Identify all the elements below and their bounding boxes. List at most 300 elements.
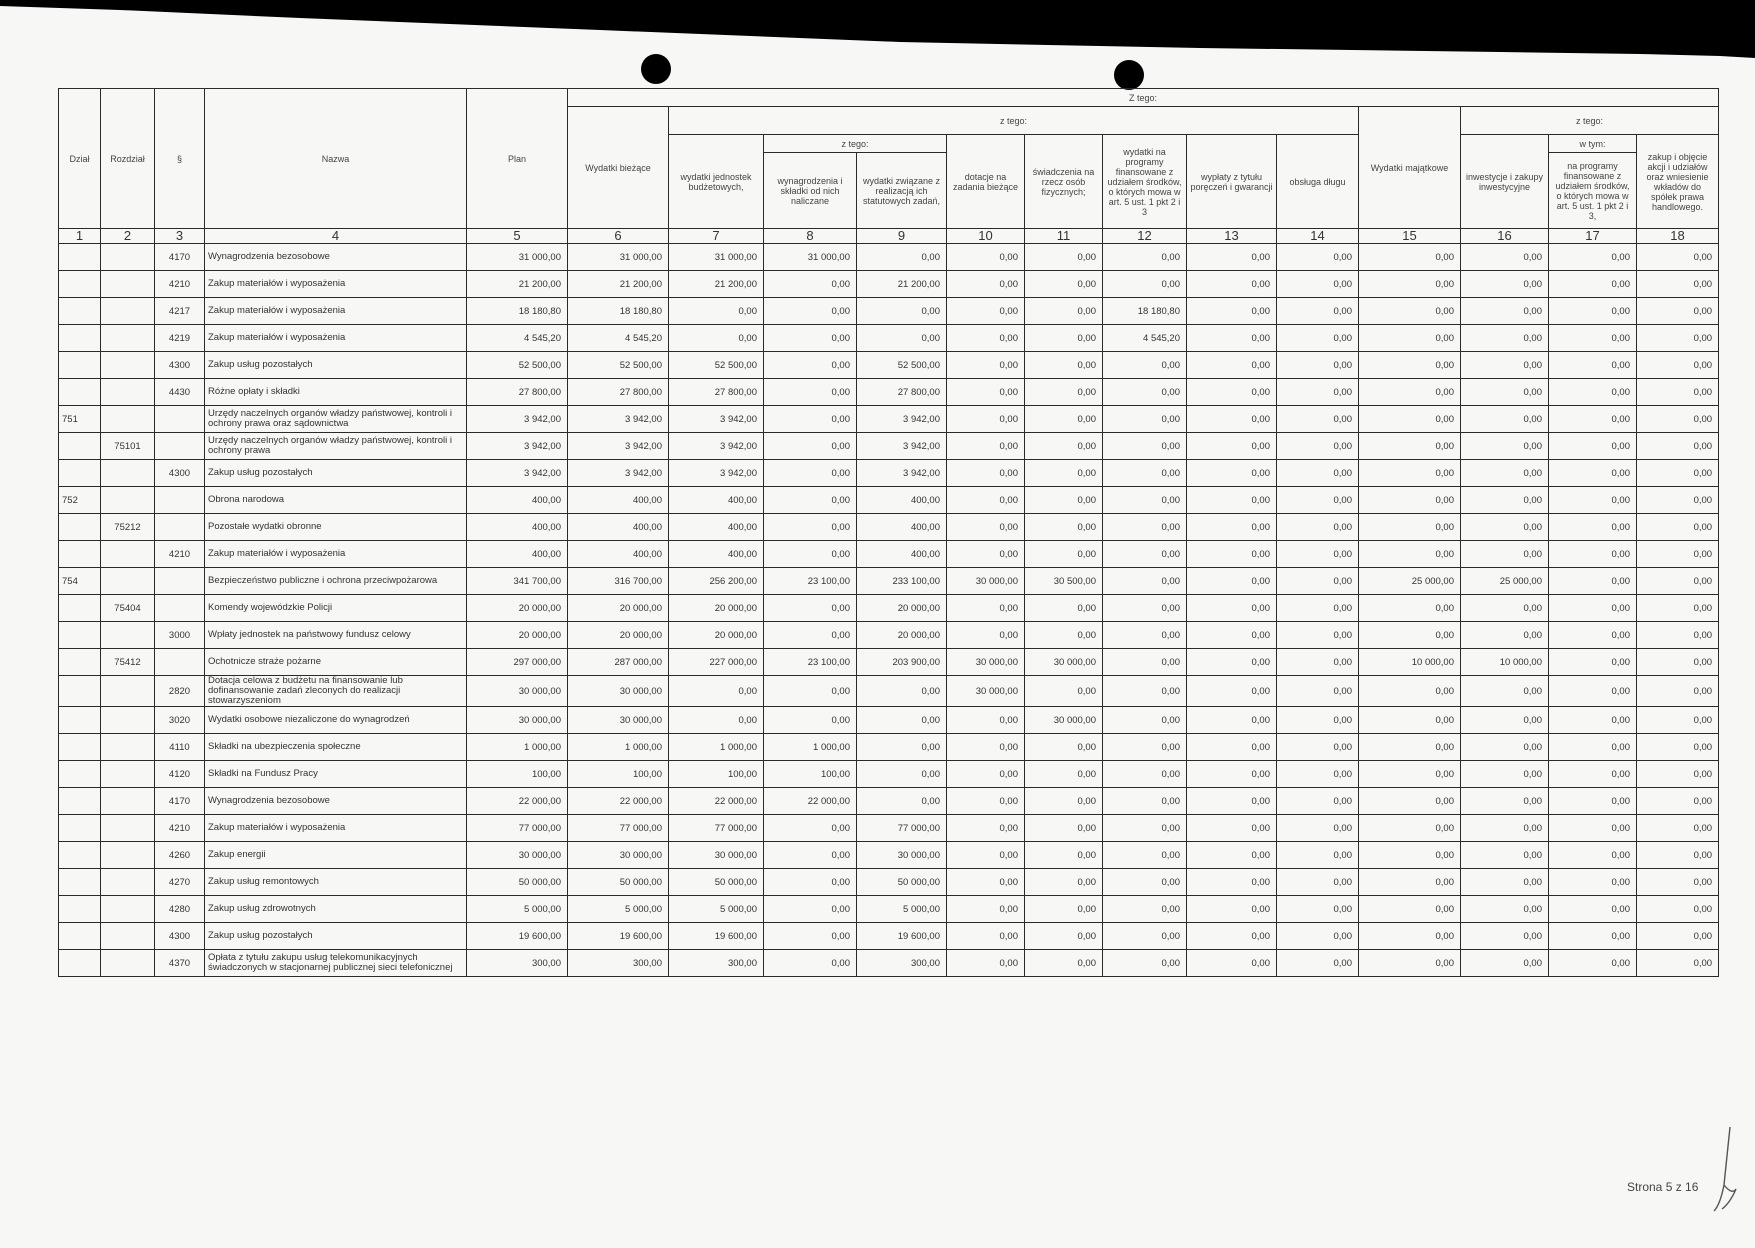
cell-amount: 0,00	[1637, 788, 1719, 815]
cell-amount: 0,00	[1461, 487, 1549, 514]
cell-amount: 0,00	[1461, 325, 1549, 352]
cell-amount: 0,00	[947, 842, 1025, 869]
cell-paragraf: 4170	[155, 244, 205, 271]
cell-amount: 0,00	[1461, 271, 1549, 298]
cell-amount: 0,00	[1359, 950, 1461, 977]
cell-amount: 19 600,00	[467, 923, 568, 950]
header-z-tego-jednostek: z tego:	[764, 135, 947, 153]
cell-amount: 0,00	[1549, 842, 1637, 869]
cell-amount: 0,00	[1359, 271, 1461, 298]
cell-amount: 0,00	[1025, 406, 1103, 433]
cell-amount: 0,00	[764, 298, 857, 325]
cell-amount: 0,00	[1637, 676, 1719, 707]
cell-amount: 0,00	[1637, 298, 1719, 325]
cell-amount: 0,00	[1549, 325, 1637, 352]
cell-amount: 0,00	[1461, 244, 1549, 271]
cell-amount: 22 000,00	[669, 788, 764, 815]
table-row	[59, 433, 1719, 460]
cell-paragraf: 4370	[155, 950, 205, 977]
cell-paragraf	[155, 568, 205, 595]
cell-amount: 0,00	[1359, 923, 1461, 950]
cell-amount: 19 600,00	[669, 923, 764, 950]
cell-amount: 0,00	[1637, 244, 1719, 271]
cell-amount: 300,00	[669, 950, 764, 977]
cell-amount: 0,00	[1549, 271, 1637, 298]
cell-amount: 1 000,00	[467, 734, 568, 761]
cell-amount: 0,00	[1359, 406, 1461, 433]
cell-amount: 0,00	[947, 622, 1025, 649]
cell-nazwa: Zakup usług pozostałych	[205, 352, 467, 379]
table-row	[59, 271, 1719, 298]
punch-hole-left	[641, 54, 671, 84]
cell-amount: 0,00	[947, 433, 1025, 460]
cell-amount: 30 000,00	[1025, 707, 1103, 734]
cell-nazwa: Dotacja celowa z budżetu na finansowanie lub dofinansowanie zadań zleconych do realizacji stowarzyszeniom	[205, 676, 467, 707]
cell-amount: 400,00	[857, 487, 947, 514]
cell-amount: 0,00	[1359, 707, 1461, 734]
cell-amount: 0,00	[1187, 896, 1277, 923]
cell-nazwa: Zakup usług pozostałych	[205, 460, 467, 487]
cell-dzial	[59, 541, 101, 568]
cell-amount: 0,00	[1549, 707, 1637, 734]
cell-amount: 5 000,00	[857, 896, 947, 923]
cell-amount: 0,00	[669, 676, 764, 707]
cell-amount: 0,00	[1359, 788, 1461, 815]
cell-amount: 0,00	[947, 379, 1025, 406]
cell-amount: 4 545,20	[1103, 325, 1187, 352]
cell-amount: 0,00	[1359, 622, 1461, 649]
cell-amount: 77 000,00	[669, 815, 764, 842]
cell-amount: 0,00	[1549, 676, 1637, 707]
cell-amount: 0,00	[1637, 815, 1719, 842]
cell-amount: 0,00	[1277, 568, 1359, 595]
cell-amount: 0,00	[1637, 923, 1719, 950]
header-plan: Plan	[467, 89, 568, 229]
header-zakup-akcji: zakup i objęcie akcji i udziałów oraz wniesienie wkładów do spółek prawa handlowego.	[1637, 135, 1719, 229]
cell-nazwa: Składki na Fundusz Pracy	[205, 761, 467, 788]
cell-amount: 0,00	[1187, 595, 1277, 622]
column-number: 14	[1277, 229, 1359, 244]
cell-rozdzial	[101, 460, 155, 487]
header-wydatki-zwiazane: wydatki związane z realizacją ich statutowych zadań,	[857, 153, 947, 229]
cell-paragraf: 4210	[155, 541, 205, 568]
cell-rozdzial	[101, 923, 155, 950]
cell-amount: 20 000,00	[467, 595, 568, 622]
cell-amount: 30 000,00	[467, 707, 568, 734]
cell-amount: 0,00	[1637, 896, 1719, 923]
cell-amount: 0,00	[947, 896, 1025, 923]
cell-dzial	[59, 352, 101, 379]
cell-amount: 0,00	[1359, 514, 1461, 541]
cell-amount: 3 942,00	[669, 406, 764, 433]
cell-amount: 30 000,00	[568, 842, 669, 869]
cell-amount: 0,00	[947, 595, 1025, 622]
cell-amount: 0,00	[947, 541, 1025, 568]
cell-amount: 0,00	[764, 676, 857, 707]
cell-amount: 52 500,00	[467, 352, 568, 379]
budget-rows	[59, 244, 1719, 977]
cell-amount: 23 100,00	[764, 649, 857, 676]
cell-amount: 20 000,00	[568, 622, 669, 649]
cell-amount: 3 942,00	[857, 460, 947, 487]
header-wydatki-biezace: Wydatki bieżące	[568, 107, 669, 229]
cell-amount: 0,00	[1549, 815, 1637, 842]
cell-amount: 0,00	[1103, 676, 1187, 707]
cell-nazwa: Składki na ubezpieczenia społeczne	[205, 734, 467, 761]
cell-amount: 0,00	[947, 923, 1025, 950]
cell-dzial	[59, 433, 101, 460]
cell-amount: 0,00	[1277, 788, 1359, 815]
cell-amount: 0,00	[1359, 379, 1461, 406]
cell-rozdzial	[101, 406, 155, 433]
cell-amount: 0,00	[1637, 379, 1719, 406]
cell-amount: 0,00	[1103, 788, 1187, 815]
header-paragraf: §	[155, 89, 205, 229]
cell-amount: 0,00	[1103, 842, 1187, 869]
cell-amount: 0,00	[1359, 595, 1461, 622]
cell-amount: 0,00	[1549, 896, 1637, 923]
header-dotacje: dotacje na zadania bieżące	[947, 135, 1025, 229]
cell-amount: 0,00	[1549, 869, 1637, 896]
cell-amount: 0,00	[1187, 734, 1277, 761]
cell-amount: 0,00	[1187, 815, 1277, 842]
cell-paragraf: 4430	[155, 379, 205, 406]
cell-amount: 19 600,00	[568, 923, 669, 950]
cell-rozdzial	[101, 788, 155, 815]
column-number: 10	[947, 229, 1025, 244]
cell-amount: 0,00	[1277, 869, 1359, 896]
cell-amount: 0,00	[764, 271, 857, 298]
cell-amount: 0,00	[1025, 460, 1103, 487]
cell-amount: 0,00	[1025, 622, 1103, 649]
cell-amount: 10 000,00	[1359, 649, 1461, 676]
cell-amount: 0,00	[1277, 923, 1359, 950]
cell-amount: 0,00	[1025, 842, 1103, 869]
header-inwestycje: inwestycje i zakupy inwestycyjne	[1461, 135, 1549, 229]
cell-amount: 0,00	[1461, 406, 1549, 433]
table-row	[59, 923, 1719, 950]
cell-amount: 233 100,00	[857, 568, 947, 595]
table-row	[59, 896, 1719, 923]
budget-table	[58, 88, 1719, 977]
cell-amount: 400,00	[568, 487, 669, 514]
punch-hole-right	[1114, 60, 1144, 90]
cell-amount: 0,00	[1187, 460, 1277, 487]
header-z-tego-top: Z tego:	[568, 89, 1719, 107]
table-row	[59, 869, 1719, 896]
cell-amount: 0,00	[857, 244, 947, 271]
cell-amount: 18 180,80	[568, 298, 669, 325]
cell-amount: 0,00	[1637, 568, 1719, 595]
column-number: 8	[764, 229, 857, 244]
cell-amount: 0,00	[1549, 649, 1637, 676]
column-number: 11	[1025, 229, 1103, 244]
cell-amount: 0,00	[1187, 788, 1277, 815]
cell-amount: 400,00	[467, 541, 568, 568]
cell-paragraf: 3020	[155, 707, 205, 734]
cell-amount: 0,00	[857, 734, 947, 761]
table-row	[59, 707, 1719, 734]
cell-amount: 4 545,20	[568, 325, 669, 352]
cell-amount: 25 000,00	[1461, 568, 1549, 595]
cell-amount: 100,00	[764, 761, 857, 788]
cell-dzial: 754	[59, 568, 101, 595]
cell-amount: 3 942,00	[669, 460, 764, 487]
cell-amount: 0,00	[1103, 595, 1187, 622]
cell-amount: 77 000,00	[857, 815, 947, 842]
cell-amount: 0,00	[1549, 244, 1637, 271]
cell-amount: 5 000,00	[669, 896, 764, 923]
cell-nazwa: Zakup usług zdrowotnych	[205, 896, 467, 923]
cell-amount: 0,00	[1187, 649, 1277, 676]
cell-amount: 0,00	[764, 842, 857, 869]
cell-amount: 0,00	[1103, 622, 1187, 649]
cell-amount: 19 600,00	[857, 923, 947, 950]
cell-amount: 0,00	[1187, 514, 1277, 541]
cell-amount: 30 000,00	[1025, 649, 1103, 676]
cell-amount: 0,00	[764, 325, 857, 352]
cell-amount: 0,00	[1637, 271, 1719, 298]
cell-amount: 0,00	[1461, 298, 1549, 325]
cell-amount: 316 700,00	[568, 568, 669, 595]
table-row	[59, 649, 1719, 676]
cell-amount: 30 000,00	[947, 676, 1025, 707]
cell-amount: 31 000,00	[764, 244, 857, 271]
cell-amount: 0,00	[1359, 676, 1461, 707]
cell-amount: 100,00	[467, 761, 568, 788]
cell-amount: 0,00	[1461, 676, 1549, 707]
cell-amount: 0,00	[1187, 406, 1277, 433]
cell-paragraf	[155, 514, 205, 541]
cell-amount: 0,00	[1187, 244, 1277, 271]
cell-amount: 0,00	[1637, 460, 1719, 487]
cell-amount: 0,00	[1461, 433, 1549, 460]
cell-amount: 22 000,00	[568, 788, 669, 815]
cell-amount: 30 000,00	[947, 568, 1025, 595]
cell-dzial	[59, 460, 101, 487]
cell-rozdzial	[101, 352, 155, 379]
table-row	[59, 595, 1719, 622]
cell-amount: 341 700,00	[467, 568, 568, 595]
cell-rozdzial	[101, 869, 155, 896]
cell-amount: 0,00	[1103, 707, 1187, 734]
cell-amount: 0,00	[1025, 379, 1103, 406]
cell-paragraf	[155, 595, 205, 622]
cell-amount: 0,00	[947, 460, 1025, 487]
cell-amount: 0,00	[947, 514, 1025, 541]
cell-dzial	[59, 896, 101, 923]
cell-amount: 0,00	[1187, 298, 1277, 325]
cell-amount: 20 000,00	[669, 622, 764, 649]
cell-amount: 400,00	[568, 541, 669, 568]
cell-amount: 0,00	[1187, 923, 1277, 950]
cell-nazwa: Wynagrodzenia bezosobowe	[205, 244, 467, 271]
cell-amount: 5 000,00	[467, 896, 568, 923]
column-number: 12	[1103, 229, 1187, 244]
cell-amount: 0,00	[1187, 950, 1277, 977]
cell-amount: 0,00	[947, 298, 1025, 325]
cell-amount: 1 000,00	[669, 734, 764, 761]
cell-amount: 3 942,00	[857, 406, 947, 433]
cell-amount: 0,00	[947, 487, 1025, 514]
cell-amount: 256 200,00	[669, 568, 764, 595]
cell-amount: 0,00	[1637, 406, 1719, 433]
cell-amount: 0,00	[1025, 298, 1103, 325]
cell-amount: 0,00	[947, 406, 1025, 433]
cell-amount: 27 800,00	[467, 379, 568, 406]
cell-dzial	[59, 379, 101, 406]
cell-amount: 0,00	[1025, 487, 1103, 514]
cell-amount: 21 200,00	[467, 271, 568, 298]
cell-amount: 0,00	[1025, 950, 1103, 977]
cell-amount: 0,00	[1359, 869, 1461, 896]
table-row	[59, 460, 1719, 487]
cell-amount: 0,00	[1461, 541, 1549, 568]
column-number: 7	[669, 229, 764, 244]
cell-amount: 0,00	[1359, 761, 1461, 788]
budget-sheet	[58, 88, 1718, 977]
cell-amount: 0,00	[1103, 271, 1187, 298]
cell-paragraf: 4280	[155, 896, 205, 923]
cell-amount: 30 000,00	[568, 707, 669, 734]
header-swiadczenia: świadczenia na rzecz osób fizycznych;	[1025, 135, 1103, 229]
cell-amount: 0,00	[1025, 815, 1103, 842]
cell-amount: 50 000,00	[467, 869, 568, 896]
cell-amount: 31 000,00	[669, 244, 764, 271]
cell-amount: 0,00	[1025, 734, 1103, 761]
cell-amount: 0,00	[1637, 325, 1719, 352]
cell-amount: 0,00	[1359, 842, 1461, 869]
table-row	[59, 842, 1719, 869]
cell-amount: 300,00	[467, 950, 568, 977]
cell-dzial	[59, 271, 101, 298]
cell-amount: 52 500,00	[857, 352, 947, 379]
cell-amount: 300,00	[857, 950, 947, 977]
cell-amount: 0,00	[1103, 406, 1187, 433]
cell-amount: 0,00	[1277, 676, 1359, 707]
column-number: 16	[1461, 229, 1549, 244]
cell-amount: 0,00	[1103, 541, 1187, 568]
cell-amount: 0,00	[1277, 622, 1359, 649]
table-row	[59, 379, 1719, 406]
cell-nazwa: Zakup materiałów i wyposażenia	[205, 271, 467, 298]
cell-paragraf: 4120	[155, 761, 205, 788]
cell-paragraf: 4260	[155, 842, 205, 869]
cell-amount: 20 000,00	[857, 595, 947, 622]
cell-amount: 0,00	[1549, 595, 1637, 622]
cell-amount: 30 000,00	[568, 676, 669, 707]
cell-amount: 400,00	[467, 514, 568, 541]
cell-amount: 30 000,00	[857, 842, 947, 869]
cell-amount: 0,00	[1637, 707, 1719, 734]
cell-amount: 0,00	[1025, 541, 1103, 568]
cell-nazwa: Wynagrodzenia bezosobowe	[205, 788, 467, 815]
header-wyplaty: wypłaty z tytułu poręczeń i gwarancji	[1187, 135, 1277, 229]
cell-amount: 20 000,00	[467, 622, 568, 649]
cell-amount: 0,00	[1187, 541, 1277, 568]
cell-nazwa: Zakup materiałów i wyposażenia	[205, 541, 467, 568]
cell-amount: 0,00	[1187, 869, 1277, 896]
cell-amount: 3 942,00	[669, 433, 764, 460]
cell-rozdzial: 75101	[101, 433, 155, 460]
cell-dzial	[59, 595, 101, 622]
cell-amount: 0,00	[1549, 788, 1637, 815]
cell-amount: 0,00	[1549, 761, 1637, 788]
cell-amount: 400,00	[857, 541, 947, 568]
cell-amount: 0,00	[1025, 271, 1103, 298]
cell-amount: 0,00	[1549, 352, 1637, 379]
cell-amount: 0,00	[947, 271, 1025, 298]
table-row	[59, 487, 1719, 514]
column-number: 6	[568, 229, 669, 244]
cell-paragraf: 4170	[155, 788, 205, 815]
cell-amount: 30 000,00	[467, 676, 568, 707]
cell-amount: 0,00	[1103, 896, 1187, 923]
cell-nazwa: Zakup materiałów i wyposażenia	[205, 815, 467, 842]
cell-amount: 0,00	[1549, 541, 1637, 568]
cell-amount: 0,00	[1103, 352, 1187, 379]
cell-amount: 0,00	[764, 487, 857, 514]
cell-nazwa: Różne opłaty i składki	[205, 379, 467, 406]
cell-paragraf: 4217	[155, 298, 205, 325]
cell-amount: 52 500,00	[568, 352, 669, 379]
cell-amount: 227 000,00	[669, 649, 764, 676]
handwritten-mark	[1710, 1125, 1738, 1215]
cell-amount: 0,00	[1549, 568, 1637, 595]
cell-amount: 0,00	[857, 761, 947, 788]
cell-amount: 0,00	[764, 869, 857, 896]
cell-nazwa: Wpłaty jednostek na państwowy fundusz celowy	[205, 622, 467, 649]
cell-amount: 0,00	[1637, 869, 1719, 896]
cell-dzial	[59, 788, 101, 815]
cell-amount: 0,00	[1103, 734, 1187, 761]
cell-amount: 77 000,00	[467, 815, 568, 842]
cell-amount: 0,00	[1025, 244, 1103, 271]
cell-paragraf	[155, 433, 205, 460]
cell-amount: 0,00	[1277, 815, 1359, 842]
cell-amount: 0,00	[1549, 622, 1637, 649]
cell-dzial	[59, 325, 101, 352]
cell-amount: 0,00	[1187, 568, 1277, 595]
cell-amount: 0,00	[1359, 298, 1461, 325]
cell-amount: 0,00	[764, 707, 857, 734]
column-number: 13	[1187, 229, 1277, 244]
cell-paragraf: 4300	[155, 923, 205, 950]
cell-amount: 0,00	[1103, 244, 1187, 271]
cell-rozdzial	[101, 842, 155, 869]
cell-amount: 0,00	[1103, 869, 1187, 896]
cell-amount: 0,00	[764, 595, 857, 622]
cell-amount: 27 800,00	[669, 379, 764, 406]
cell-amount: 0,00	[1549, 406, 1637, 433]
cell-amount: 0,00	[1549, 433, 1637, 460]
cell-paragraf	[155, 487, 205, 514]
cell-amount: 0,00	[764, 406, 857, 433]
header-obsluga-dlugu: obsługa długu	[1277, 135, 1359, 229]
cell-paragraf: 2820	[155, 676, 205, 707]
cell-amount: 0,00	[1461, 788, 1549, 815]
table-row	[59, 352, 1719, 379]
cell-amount: 0,00	[1637, 541, 1719, 568]
cell-amount: 18 180,80	[1103, 298, 1187, 325]
header-programy: wydatki na programy finansowane z udziałem środków, o których mowa w art. 5 ust. 1 pkt 2 i 3	[1103, 135, 1187, 229]
cell-amount: 0,00	[1103, 568, 1187, 595]
cell-amount: 0,00	[1025, 514, 1103, 541]
cell-amount: 0,00	[1187, 433, 1277, 460]
table-row	[59, 734, 1719, 761]
cell-dzial	[59, 869, 101, 896]
cell-amount: 0,00	[1637, 649, 1719, 676]
